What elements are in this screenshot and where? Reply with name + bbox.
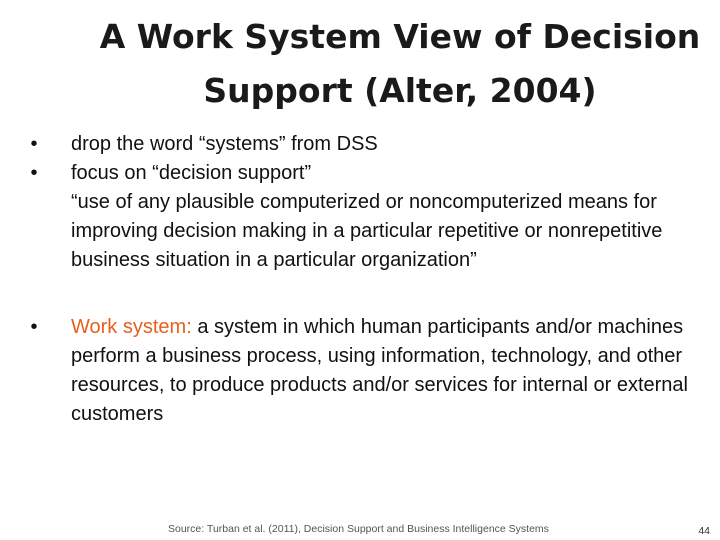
bullet-marker: • [30, 316, 38, 338]
page-number: 44 [698, 525, 710, 537]
title-line-1: A Work System View of Decision [99, 17, 701, 56]
bullet-marker: • [30, 162, 38, 184]
source-citation: Source: Turban et al. (2011), Decision Support and Business Intelligence Systems [168, 523, 549, 535]
bullet-marker: • [30, 133, 38, 155]
slide-title [90, 10, 710, 118]
definition-quote: “use of any plausible computerized or noncomputerized means for improving decision making in a particular repetitive or nonrepetitive business situation in a particular organization” [71, 191, 663, 271]
bullet-item-work-system [24, 313, 704, 429]
work-system-term: Work system: [71, 316, 192, 338]
bullet-text: drop the word “systems” from DSS [71, 133, 378, 155]
bullet-text: focus on “decision support” [71, 162, 312, 184]
bullet-item [24, 159, 704, 188]
work-system-definition: a system in which human participants and/or machines perform a business process, using information, technology, and other resources, to produce products and/or services for internal or external customers [71, 316, 688, 425]
bullet-list [24, 130, 704, 429]
bullet-item [24, 130, 704, 159]
title-line-2: Support (Alter, 2004) [203, 71, 597, 110]
